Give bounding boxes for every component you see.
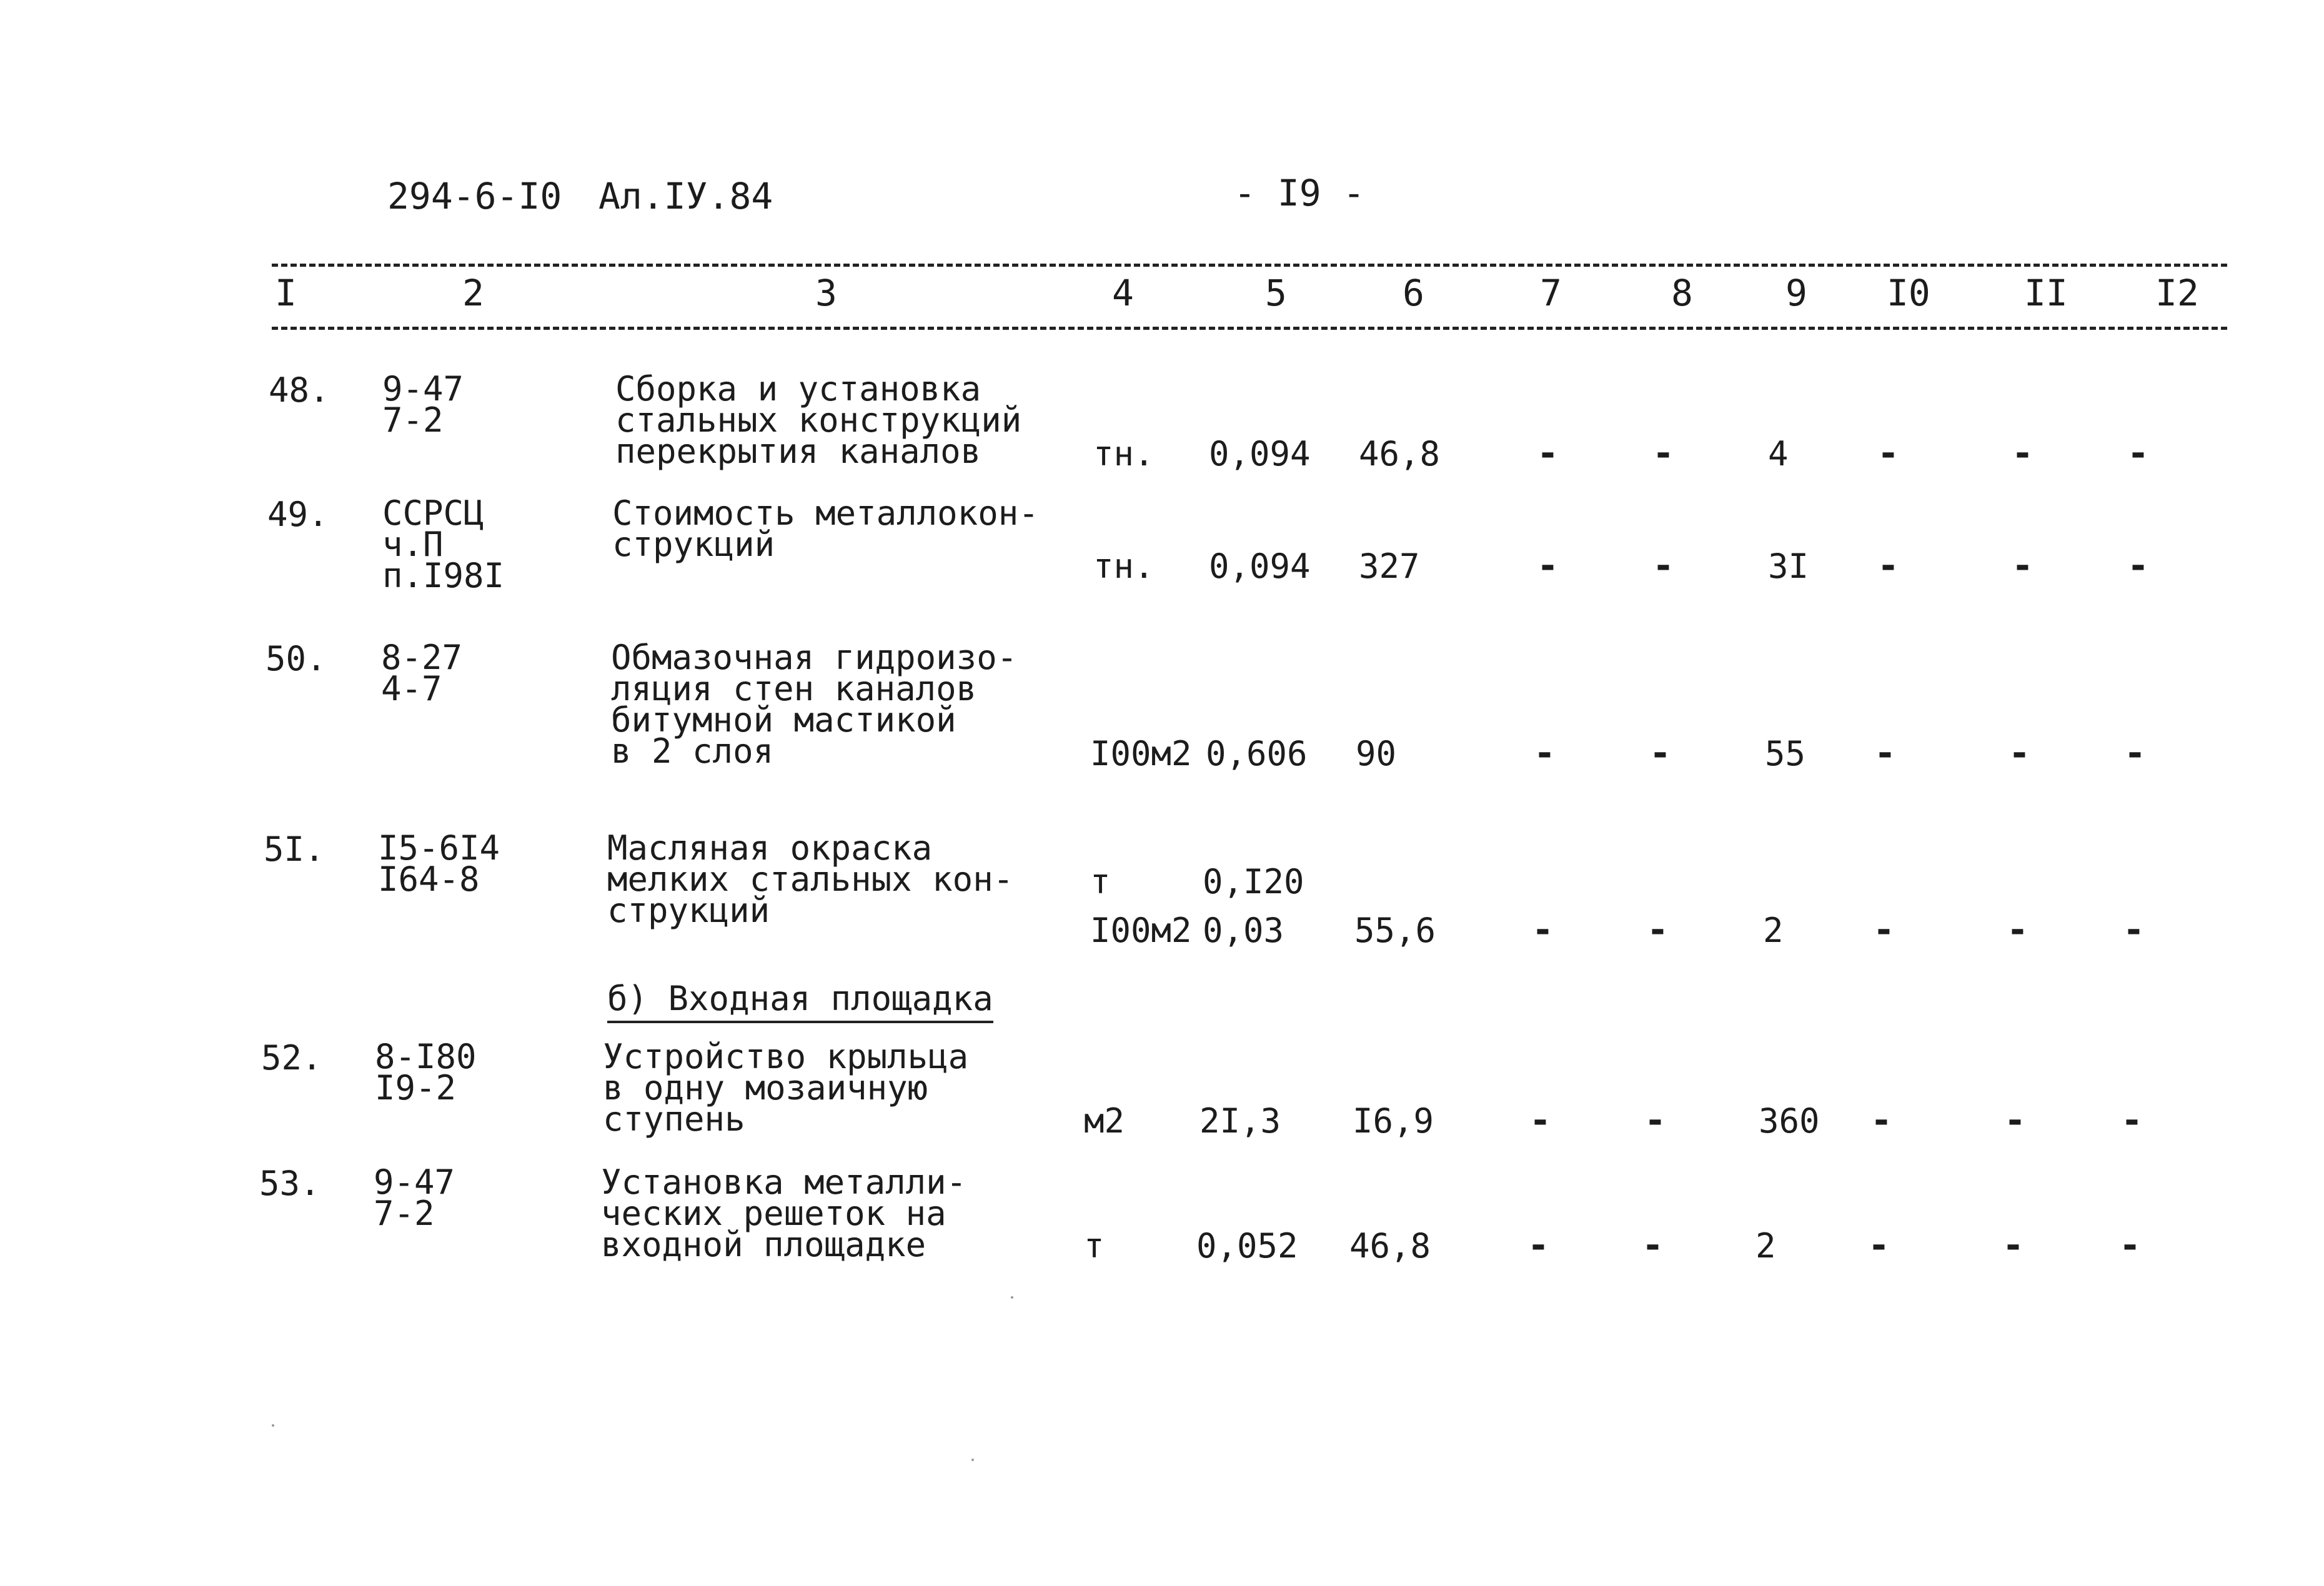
row-c10-value: -	[1877, 432, 1899, 474]
row-code-line: 7-2	[382, 400, 444, 440]
row-c10-value: -	[1877, 544, 1899, 587]
row-description-line: мелких стальных кон-	[607, 860, 1014, 899]
row-code-line: 8-27	[381, 638, 463, 677]
row-code-line: ССРСЦ	[382, 493, 484, 533]
row-c11-value: -	[2012, 432, 2034, 474]
row-description-line: в одну мозаичную	[603, 1068, 928, 1108]
row-c10-value: -	[1873, 908, 1895, 951]
row-code-line: 9-47	[382, 369, 464, 409]
row-description-line: струкций	[612, 525, 775, 564]
row-col9-value: 3I	[1768, 547, 1809, 586]
row-unit: м2	[1084, 1101, 1125, 1141]
row-c11-value: -	[2004, 1099, 2026, 1141]
row-c7-value: -	[1537, 544, 1559, 587]
row-number: 50.	[266, 639, 327, 678]
row-c7-value: -	[1537, 432, 1559, 474]
row-col6-value: 46,8	[1359, 434, 1441, 473]
row-c8-value: -	[1644, 1099, 1666, 1141]
row-code-line: 4-7	[381, 669, 442, 708]
column-number-8: 8	[1671, 272, 1693, 314]
row-unit: т	[1084, 1226, 1105, 1266]
row-quantity-secondary: 0,I20	[1203, 862, 1304, 901]
row-col6-value: 55,6	[1354, 911, 1436, 950]
top-rule	[272, 264, 2227, 267]
row-c11-value: -	[2007, 908, 2029, 951]
column-number-6: 6	[1403, 272, 1424, 314]
row-c8-value: -	[1649, 731, 1671, 774]
row-c8-value: -	[1652, 432, 1674, 474]
row-unit-secondary: т	[1090, 862, 1111, 901]
row-description-line: Обмазочная гидроизо-	[611, 638, 1018, 677]
row-description-line: ступень	[603, 1099, 745, 1139]
column-number-1: I	[275, 272, 297, 314]
row-code-line: 9-47	[374, 1162, 455, 1202]
row-code-line: п.I98I	[382, 556, 505, 595]
row-c12-value: -	[2119, 1224, 2141, 1266]
row-code-line: I9-2	[375, 1068, 457, 1108]
row-unit: I00м2	[1090, 734, 1192, 773]
row-c10-value: -	[1870, 1099, 1892, 1141]
row-number: 53.	[259, 1164, 320, 1203]
header-bottom-rule	[272, 327, 2227, 330]
row-col6-value: 327	[1359, 547, 1420, 586]
row-description-line: Устройство крыльца	[603, 1037, 969, 1076]
row-unit: I00м2	[1090, 911, 1192, 950]
column-number-9: 9	[1785, 272, 1807, 314]
row-col9-value: 2	[1763, 911, 1784, 950]
scan-speck	[971, 1459, 974, 1461]
row-code-line: I64-8	[378, 860, 480, 899]
row-description-line: Установка металли-	[601, 1162, 967, 1202]
row-quantity: 0,094	[1209, 547, 1311, 586]
row-c12-value: -	[2121, 1099, 2143, 1141]
row-number: 48.	[269, 370, 330, 410]
row-c11-value: -	[2012, 544, 2034, 587]
row-col6-value: I6,9	[1353, 1101, 1434, 1141]
row-quantity: 0,052	[1196, 1226, 1298, 1266]
row-quantity: 0,606	[1206, 734, 1308, 773]
column-number-3: 3	[815, 272, 837, 314]
page-number: - I9 -	[1234, 172, 1365, 214]
row-unit: тн.	[1093, 547, 1155, 586]
row-description-line: ческих решеток на	[601, 1194, 946, 1233]
document-code: 294-6-I0	[387, 175, 562, 217]
row-number: 52.	[261, 1038, 322, 1078]
row-c12-value: -	[2127, 544, 2149, 587]
column-number-5: 5	[1265, 272, 1287, 314]
column-number-4: 4	[1112, 272, 1134, 314]
row-description-line: стальных конструкций	[615, 400, 1022, 440]
row-c12-value: -	[2123, 908, 2145, 951]
row-col9-value: 4	[1768, 434, 1789, 473]
row-col9-value: 2	[1755, 1226, 1776, 1266]
row-c8-value: -	[1652, 544, 1674, 587]
scan-speck	[272, 1424, 274, 1427]
row-c11-value: -	[2009, 731, 2030, 774]
row-col6-value: 46,8	[1349, 1226, 1431, 1266]
row-quantity: 0,094	[1209, 434, 1311, 473]
row-number: 5I.	[264, 830, 325, 869]
row-c7-value: -	[1527, 1224, 1549, 1266]
row-quantity: 2I,3	[1199, 1101, 1281, 1141]
row-col9-value: 360	[1759, 1101, 1820, 1141]
row-quantity: 0,03	[1203, 911, 1284, 950]
row-c12-value: -	[2124, 731, 2146, 774]
row-col9-value: 55	[1765, 734, 1806, 773]
row-description-line: входной площадке	[601, 1225, 926, 1264]
row-code-line: I5-6I4	[378, 828, 500, 868]
row-description-line: Сборка и установка	[615, 369, 981, 409]
row-code-line: ч.П	[382, 525, 444, 564]
column-number-12: I2	[2155, 272, 2199, 314]
row-description-line: битумной мастикой	[611, 700, 956, 740]
row-c10-value: -	[1868, 1224, 1890, 1266]
row-number: 49.	[267, 495, 329, 534]
row-unit: тн.	[1093, 434, 1155, 473]
section-title: б) Входная площадка	[607, 979, 993, 1023]
album-reference: Ал.IУ.84	[598, 175, 773, 217]
row-c8-value: -	[1647, 908, 1669, 951]
row-c7-value: -	[1529, 1099, 1551, 1141]
column-number-2: 2	[462, 272, 484, 314]
row-description-line: ляция стен каналов	[611, 669, 977, 708]
row-description-line: в 2 слоя	[611, 731, 774, 771]
row-c7-value: -	[1534, 731, 1556, 774]
row-code-line: 7-2	[374, 1194, 435, 1233]
column-number-10: I0	[1887, 272, 1930, 314]
row-code-line: 8-I80	[375, 1037, 477, 1076]
column-number-11: II	[2024, 272, 2068, 314]
row-c11-value: -	[2002, 1224, 2024, 1266]
scan-speck	[1011, 1296, 1013, 1299]
row-c7-value: -	[1532, 908, 1554, 951]
row-c12-value: -	[2127, 432, 2149, 474]
row-description-line: перекрытия каналов	[615, 432, 981, 471]
row-c8-value: -	[1642, 1224, 1664, 1266]
row-description-line: Стоимость металлокон-	[612, 493, 1039, 533]
column-number-7: 7	[1540, 272, 1562, 314]
row-description-line: Масляная окраска	[607, 828, 933, 868]
row-c10-value: -	[1874, 731, 1896, 774]
row-description-line: струкций	[607, 891, 770, 930]
row-col6-value: 90	[1356, 734, 1397, 773]
